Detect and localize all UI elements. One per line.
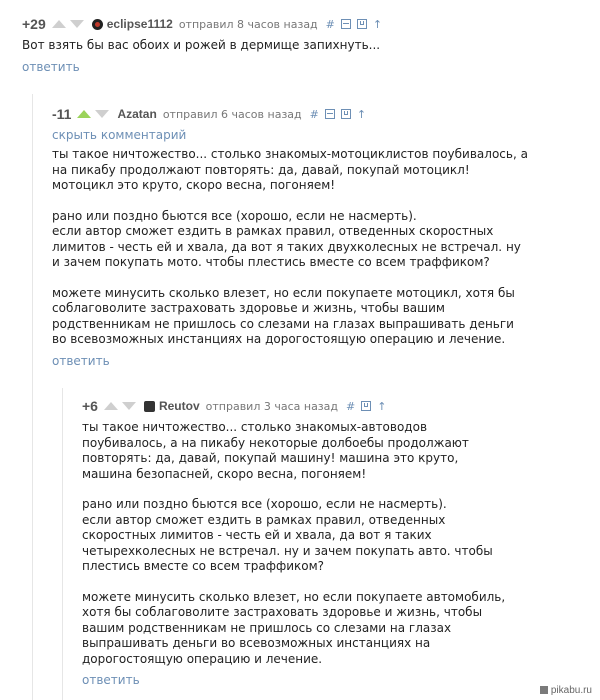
- comment-rating: -11: [52, 106, 72, 122]
- watermark: pikabu.ru: [540, 685, 592, 696]
- hide-comment-link[interactable]: скрыть комментарий: [52, 128, 187, 142]
- reply-link[interactable]: ответить: [82, 673, 140, 687]
- comment-text: [52, 147, 552, 348]
- comment-reutov: [82, 396, 512, 688]
- comment-paragraph: рано или поздно бьются все (хорошо, если не насмерть). если автор сможет ездить в рамках правил, отведенных скоростных лимитов - честь ей и хвала, да вот я таких четырехколесных не встречал. ну и зачем покупать авто. чтобы плестись вместе со всем траффиком?: [82, 497, 493, 573]
- comment-paragraph: можете минусить сколько влезет, но если покупаете автомобиль, хотя бы соблаговолите застраховать здоровье и жизнь, чтобы вашим родственникам не пришлось со слезами на глазах выпрашивать деньги во всевозможных инстанциях на дорогостоящую операцию и лечение.: [82, 589, 506, 666]
- comment-actions: [346, 400, 386, 413]
- comment-author[interactable]: Azatan: [117, 107, 157, 121]
- downvote-icon[interactable]: [70, 20, 84, 28]
- save-icon[interactable]: [361, 401, 371, 411]
- comment-text: [82, 420, 512, 667]
- comment-timestamp: отправил 6 часов назад: [162, 107, 302, 121]
- parent-arrow-icon[interactable]: ↑: [377, 399, 387, 413]
- comment-author[interactable]: eclipse1112: [106, 17, 173, 31]
- comment-eclipse1112: [22, 14, 582, 75]
- downvote-icon[interactable]: [95, 110, 109, 118]
- comment-paragraph: Вот взять бы вас обоих и рожей в дермище запихнуть...: [22, 38, 381, 52]
- upvote-icon[interactable]: [77, 110, 91, 118]
- reply-link[interactable]: ответить: [52, 353, 110, 368]
- save-icon[interactable]: [341, 109, 351, 119]
- parent-arrow-icon[interactable]: ↑: [356, 107, 367, 121]
- comment-text: [22, 38, 582, 54]
- comment-actions: [310, 108, 366, 121]
- comment-author[interactable]: Reutov: [158, 399, 200, 413]
- comment-paragraph: ты такое ничтожество... столько знакомых-мотоциклистов поубивалось, а на пикабу продолжают повторять: да, давай, покупай мотоцикл! мотоцикл это круто, скоро весна, погоняем!: [52, 147, 528, 192]
- reply-link[interactable]: ответить: [22, 59, 80, 74]
- avatar[interactable]: [92, 19, 103, 30]
- comment-actions: [326, 18, 382, 31]
- upvote-icon[interactable]: [104, 402, 118, 410]
- permalink-icon[interactable]: #: [346, 399, 356, 413]
- comment-rating: +6: [82, 398, 98, 414]
- thread-line: [62, 388, 63, 700]
- comment-azatan: [52, 104, 552, 369]
- comment-paragraph: ты такое ничтожество... столько знакомых-автоводов поубивалось, а на пикабу некоторые долбоебы продолжают повторять: да, давай, покупай машину! машина это круто, машина безопасней, скоро весна, погоняем!: [82, 420, 469, 481]
- thread-line: [32, 94, 33, 700]
- upvote-icon[interactable]: [52, 20, 66, 28]
- permalink-icon[interactable]: #: [309, 107, 319, 121]
- comment-header: [52, 104, 552, 124]
- collapse-icon[interactable]: [325, 109, 335, 119]
- comment-timestamp: отправил 8 часов назад: [178, 17, 318, 31]
- comment-header: [82, 396, 512, 416]
- save-icon[interactable]: [357, 19, 367, 29]
- downvote-icon[interactable]: [122, 402, 136, 410]
- comment-paragraph: рано или поздно бьются все (хорошо, если не насмерть). если автор сможет ездить в рамках правил, отведенных скоростных лимитов - честь ей и хвала, да вот я таких двухколесных не встречал. ну и зачем покупать мото. чтобы плестись вместе со всем траффиком?: [52, 208, 521, 269]
- comment-timestamp: отправил 3 часа назад: [205, 399, 339, 413]
- permalink-icon[interactable]: #: [325, 17, 335, 31]
- collapse-icon[interactable]: [341, 19, 351, 29]
- avatar[interactable]: [144, 401, 155, 412]
- parent-arrow-icon[interactable]: ↑: [372, 17, 383, 31]
- comment-paragraph: можете минусить сколько влезет, но если покупаете мотоцикл, хотя бы соблаговолите застраховать здоровье и жизнь, чтобы вашим родственникам не пришлось со слезами на глазах выпрашивать деньги во всевозможных инстанциях на дорогостоящую операцию и лечение.: [52, 285, 515, 346]
- comment-rating: +29: [22, 16, 46, 32]
- comment-header: [22, 14, 582, 34]
